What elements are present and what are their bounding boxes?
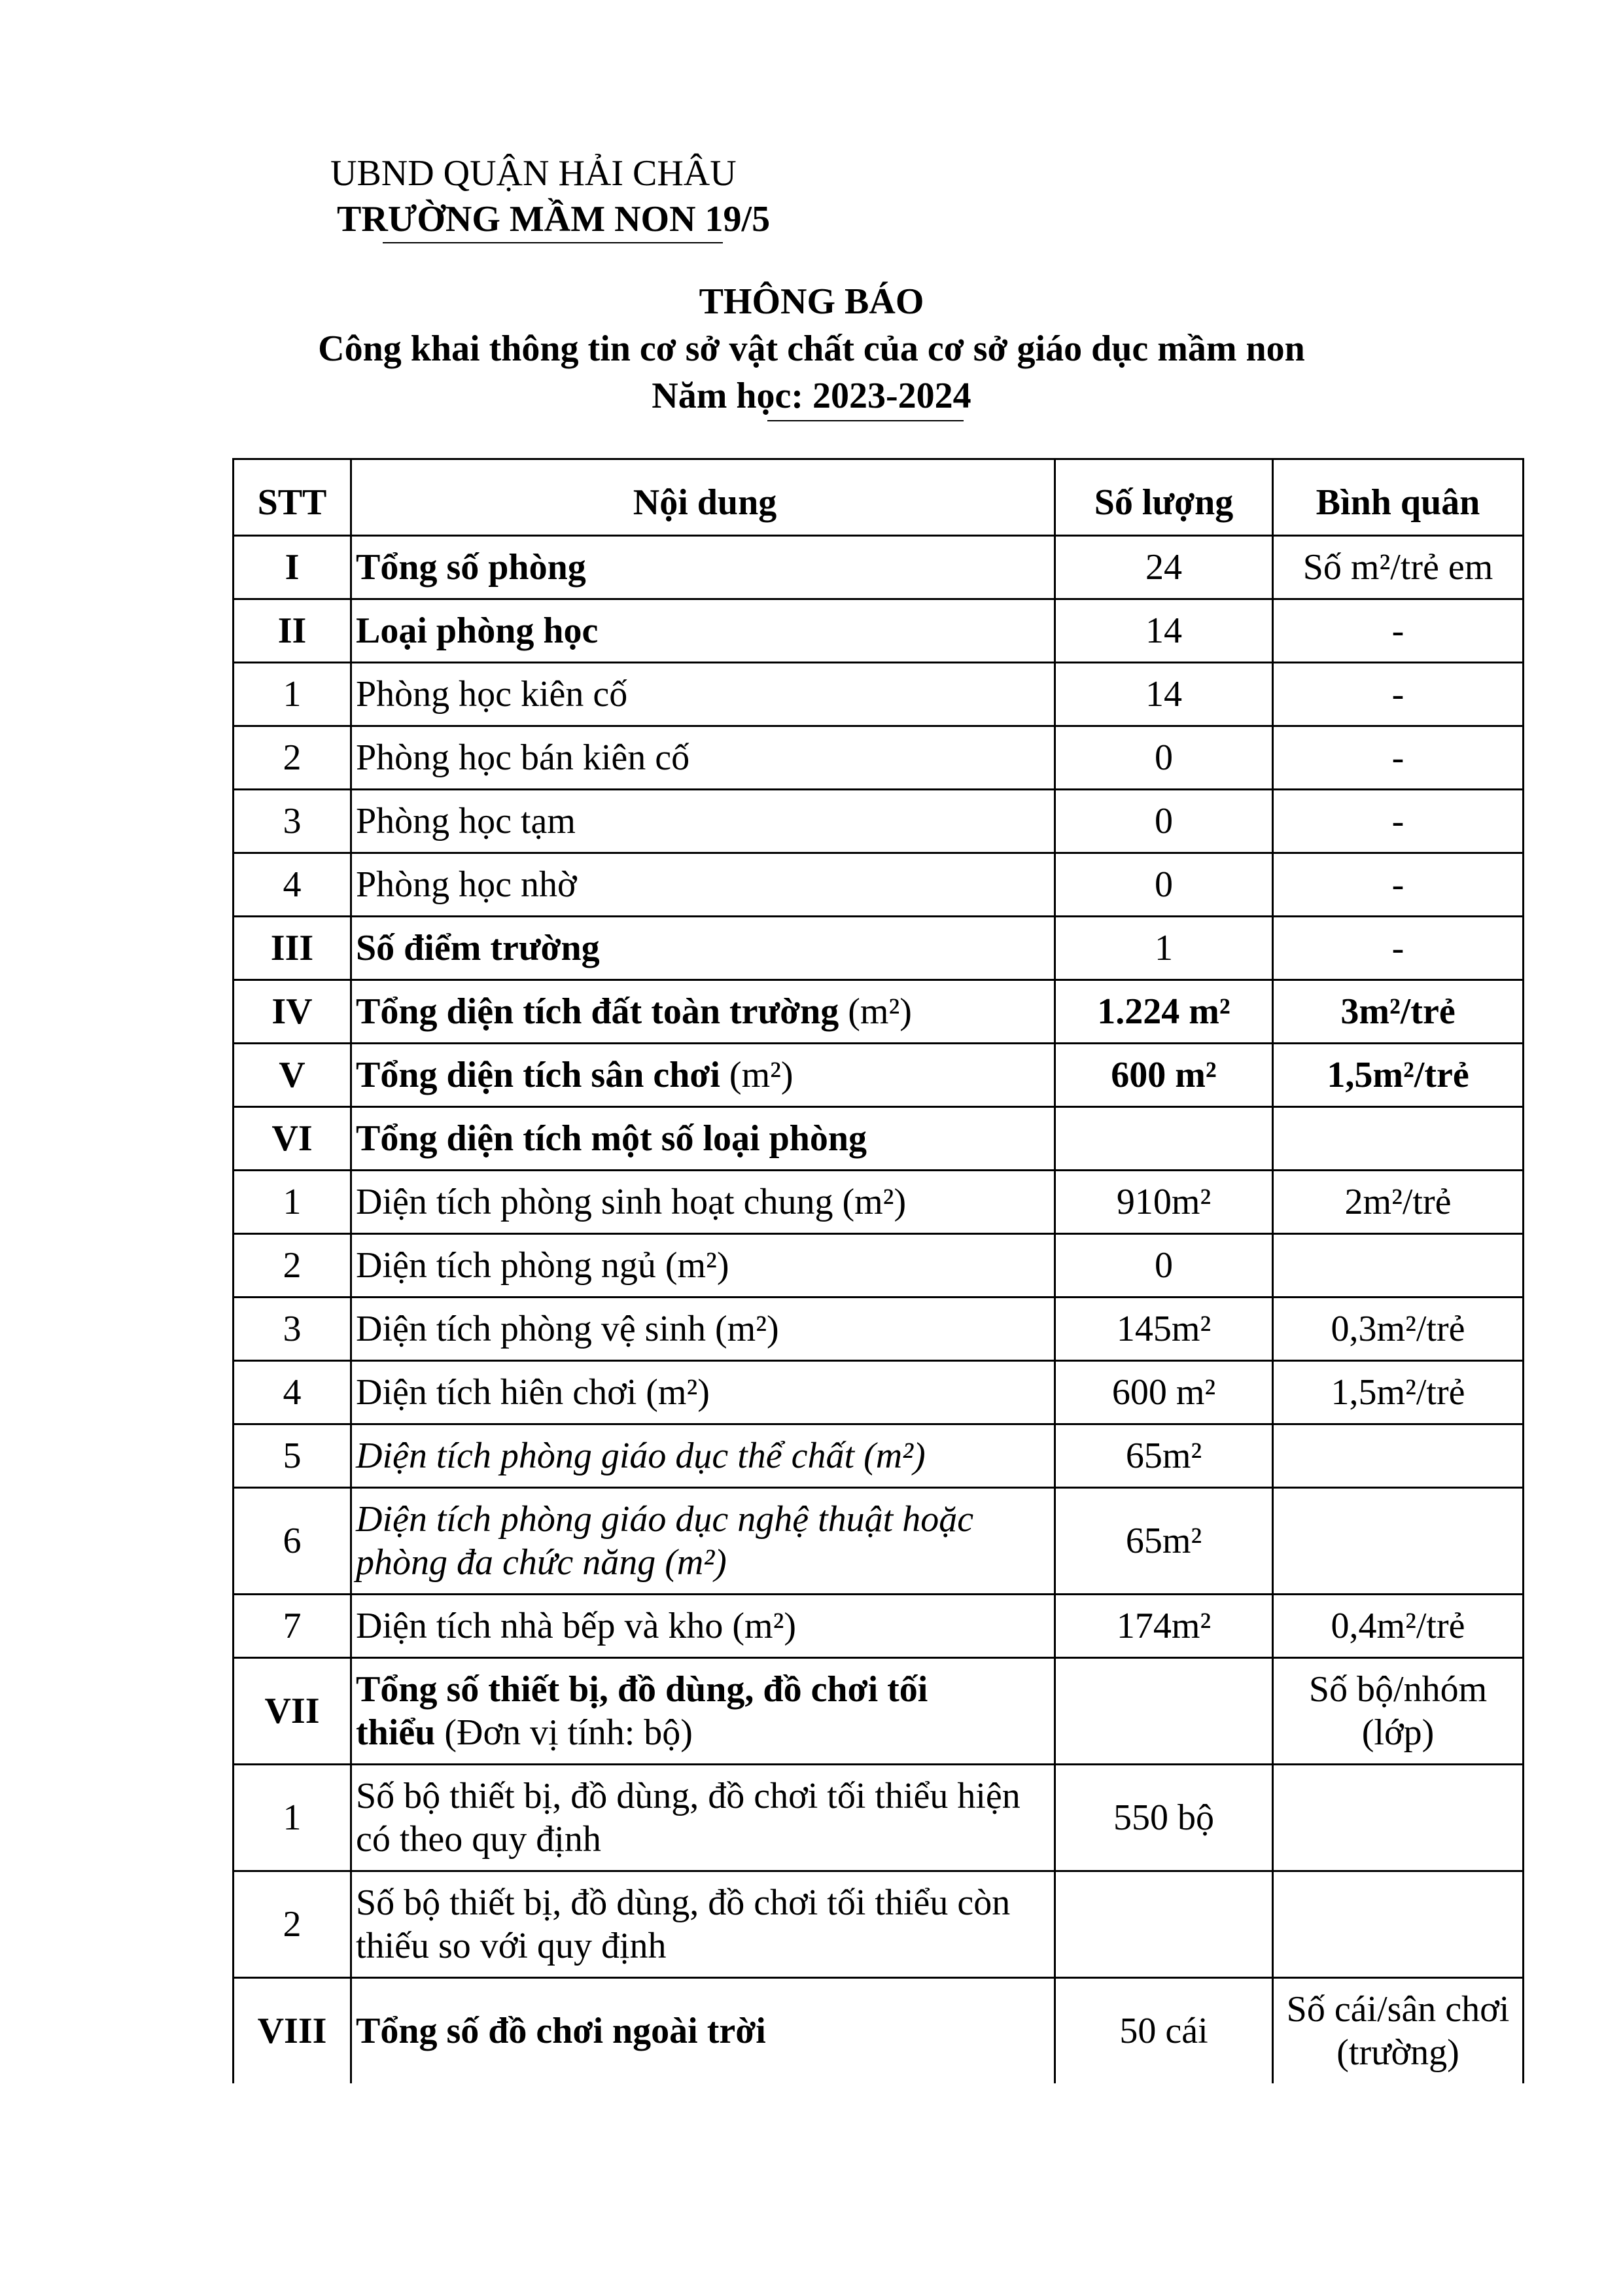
row-content-unit: (m²) [720, 1055, 794, 1095]
row-quantity [1055, 1871, 1273, 1978]
row-content: Tổng diện tích một số loại phòng [351, 1107, 1055, 1171]
row-quantity: 0 [1055, 853, 1273, 917]
row-quantity: 14 [1055, 663, 1273, 726]
row-average: 1,5m²/trẻ [1273, 1044, 1524, 1107]
row-stt: 4 [234, 1361, 351, 1424]
row-average: - [1273, 790, 1524, 853]
row-stt: V [234, 1044, 351, 1107]
row-stt: 3 [234, 790, 351, 853]
header-quantity: Số lượng [1055, 459, 1273, 536]
row-stt: II [234, 599, 351, 663]
row-average [1273, 1978, 1524, 2084]
table-row [234, 599, 1524, 663]
row-stt: 4 [234, 853, 351, 917]
row-average: - [1273, 663, 1524, 726]
school-year-underline [767, 420, 964, 421]
row-average-line1: Số cái/sân chơi [1286, 1989, 1510, 2030]
row-content: Tổng số phòng [351, 536, 1055, 599]
row-content [351, 1044, 1055, 1107]
row-content-main: Tổng diện tích đất toàn trường [356, 991, 839, 1032]
row-average: - [1273, 726, 1524, 790]
row-content [351, 1488, 1055, 1595]
row-content-line1: Diện tích phòng giáo dục nghệ thuật hoặc [356, 1499, 974, 1540]
table-row [234, 1424, 1524, 1488]
row-content [351, 980, 1055, 1044]
row-content-line2: thiếu so với quy định [356, 1926, 667, 1966]
row-average [1273, 1424, 1524, 1488]
table-row [234, 1171, 1524, 1234]
table-row [234, 1658, 1524, 1765]
row-content-line2-bold: thiểu [356, 1712, 436, 1753]
row-average: - [1273, 853, 1524, 917]
row-stt: 2 [234, 1234, 351, 1298]
row-quantity: 0 [1055, 790, 1273, 853]
table-row [234, 853, 1524, 917]
row-content-unit: (m²) [839, 991, 912, 1032]
table-row [234, 1107, 1524, 1171]
table-row [234, 1765, 1524, 1871]
row-content-line2: có theo quy định [356, 1819, 601, 1860]
row-average: Số m²/trẻ em [1273, 536, 1524, 599]
row-content-line2: phòng đa chức năng (m²) [356, 1542, 727, 1583]
table-row [234, 790, 1524, 853]
row-content-line1: Số bộ thiết bị, đồ dùng, đồ chơi tối thiểu còn [356, 1882, 1011, 1923]
row-stt: I [234, 536, 351, 599]
row-stt: 7 [234, 1595, 351, 1658]
row-stt: 6 [234, 1488, 351, 1595]
row-content: Tổng số đồ chơi ngoài trời [351, 1978, 1055, 2084]
row-average: 3m²/trẻ [1273, 980, 1524, 1044]
row-quantity: 174m² [1055, 1595, 1273, 1658]
row-quantity: 600 m² [1055, 1361, 1273, 1424]
table-row [234, 1234, 1524, 1298]
row-quantity: 0 [1055, 726, 1273, 790]
header-content: Nội dung [351, 459, 1055, 536]
school-year: Năm học: 2023-2024 [652, 376, 971, 416]
district-name: UBND QUẬN HẢI CHÂU [330, 153, 737, 194]
table-row [234, 1298, 1524, 1361]
row-average [1273, 1871, 1524, 1978]
row-content: Phòng học tạm [351, 790, 1055, 853]
row-average [1273, 1765, 1524, 1871]
table-row [234, 1361, 1524, 1424]
row-content: Phòng học nhờ [351, 853, 1055, 917]
row-content: Số điểm trường [351, 917, 1055, 980]
row-quantity: 14 [1055, 599, 1273, 663]
row-average: - [1273, 917, 1524, 980]
header-stt: STT [234, 459, 351, 536]
table-row [234, 1871, 1524, 1978]
row-quantity: 600 m² [1055, 1044, 1273, 1107]
table-row [234, 1044, 1524, 1107]
notice-subtitle: Công khai thông tin cơ sở vật chất của cơ sở giáo dục mầm non [318, 328, 1305, 369]
row-content-line1: Số bộ thiết bị, đồ dùng, đồ chơi tối thiểu hiện [356, 1776, 1021, 1816]
row-quantity [1055, 1107, 1273, 1171]
row-quantity: 1.224 m² [1055, 980, 1273, 1044]
row-content: Diện tích phòng vệ sinh (m²) [351, 1298, 1055, 1361]
row-content: Phòng học bán kiên cố [351, 726, 1055, 790]
row-content: Diện tích phòng ngủ (m²) [351, 1234, 1055, 1298]
row-quantity: 0 [1055, 1234, 1273, 1298]
row-stt: 2 [234, 1871, 351, 1978]
row-stt: 5 [234, 1424, 351, 1488]
row-content: Diện tích nhà bếp và kho (m²) [351, 1595, 1055, 1658]
row-content-line1: Tổng số thiết bị, đồ dùng, đồ chơi tối [356, 1669, 928, 1710]
school-name-underline [383, 242, 723, 243]
row-stt: VIII [234, 1978, 351, 2084]
row-stt: III [234, 917, 351, 980]
row-stt: 1 [234, 663, 351, 726]
row-stt: 1 [234, 1765, 351, 1871]
row-average: - [1273, 599, 1524, 663]
row-content [351, 1871, 1055, 1978]
row-stt: 2 [234, 726, 351, 790]
row-content [351, 1658, 1055, 1765]
row-average [1273, 1107, 1524, 1171]
row-content: Loại phòng học [351, 599, 1055, 663]
row-content [351, 1765, 1055, 1871]
row-quantity: 1 [1055, 917, 1273, 980]
row-stt: 3 [234, 1298, 351, 1361]
row-stt: VII [234, 1658, 351, 1765]
header-average: Bình quân [1273, 459, 1524, 536]
row-average: 0,4m²/trẻ [1273, 1595, 1524, 1658]
row-quantity: 65m² [1055, 1488, 1273, 1595]
row-stt: IV [234, 980, 351, 1044]
row-stt: VI [234, 1107, 351, 1171]
row-content-main: Tổng diện tích sân chơi [356, 1055, 720, 1095]
row-stt: 1 [234, 1171, 351, 1234]
row-content-line2-rest: (Đơn vị tính: bộ) [435, 1712, 693, 1753]
row-quantity: 145m² [1055, 1298, 1273, 1361]
table-header-row [234, 459, 1524, 536]
row-content: Diện tích phòng giáo dục thể chất (m²) [351, 1424, 1055, 1488]
row-quantity: 65m² [1055, 1424, 1273, 1488]
row-average-line2: (lớp) [1361, 1712, 1435, 1753]
table-row [234, 980, 1524, 1044]
row-quantity: 50 cái [1055, 1978, 1273, 2084]
table-row [234, 1978, 1524, 2084]
row-average: 1,5m²/trẻ [1273, 1361, 1524, 1424]
row-average [1273, 1658, 1524, 1765]
row-quantity: 550 bộ [1055, 1765, 1273, 1871]
row-quantity: 24 [1055, 536, 1273, 599]
row-average [1273, 1488, 1524, 1595]
row-average-line2: (trường) [1336, 2032, 1459, 2073]
school-name: TRƯỜNG MẦM NON 19/5 [337, 199, 771, 239]
table-row [234, 536, 1524, 599]
table-row [234, 663, 1524, 726]
row-average: 0,3m²/trẻ [1273, 1298, 1524, 1361]
row-quantity [1055, 1658, 1273, 1765]
table-row [234, 1595, 1524, 1658]
row-average [1273, 1234, 1524, 1298]
table-row [234, 917, 1524, 980]
row-content: Diện tích hiên chơi (m²) [351, 1361, 1055, 1424]
table-row [234, 726, 1524, 790]
table-row [234, 1488, 1524, 1595]
row-average-line1: Số bộ/nhóm [1308, 1669, 1488, 1710]
facility-table [232, 458, 1524, 2083]
row-average: 2m²/trẻ [1273, 1171, 1524, 1234]
row-quantity: 910m² [1055, 1171, 1273, 1234]
row-content: Phòng học kiên cố [351, 663, 1055, 726]
row-content: Diện tích phòng sinh hoạt chung (m²) [351, 1171, 1055, 1234]
notice-title: THÔNG BÁO [699, 281, 924, 322]
